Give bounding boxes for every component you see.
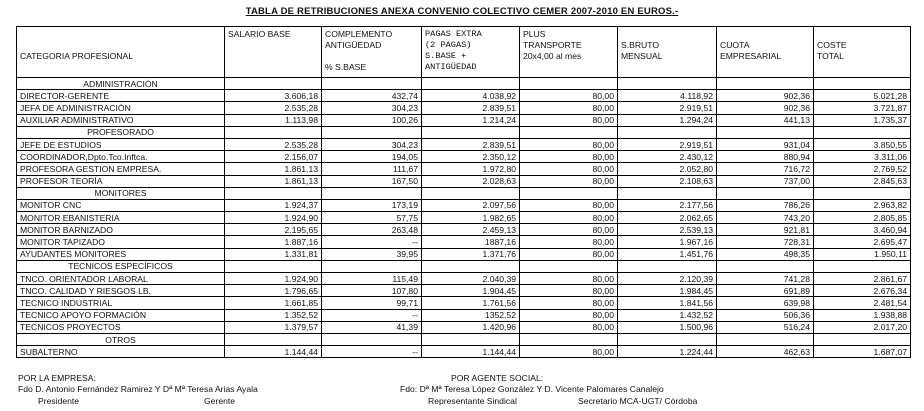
cell-sbruto: 1.984,45 <box>618 285 717 297</box>
cell-coste: 2.805,85 <box>814 212 911 224</box>
cell-coste: 2.861,67 <box>814 273 911 285</box>
cell-sbruto: 1.224,44 <box>618 346 717 358</box>
cell-salario-base: 1.331,81 <box>225 248 322 260</box>
cell-coste: 2.769,52 <box>814 163 911 175</box>
cell-cuota: 728,31 <box>717 236 814 248</box>
cell-cuota: 498,35 <box>717 248 814 260</box>
cell-cuota: 441,13 <box>717 114 814 126</box>
section-title: ADMINISTRACIÓN <box>17 78 225 90</box>
header-categoria: CATEGORIA PROFESIONAL <box>17 27 225 78</box>
empty-cell <box>520 187 618 199</box>
cell-salario-base: 1.924,37 <box>225 199 322 211</box>
empty-cell <box>422 78 520 90</box>
cell-categoria: AUXILIAR ADMINISTRATIVO <box>17 114 225 126</box>
cell-coste: 1.735,37 <box>814 114 911 126</box>
cell-salario-base: 1.352,52 <box>225 309 322 321</box>
cell-complemento: 57,75 <box>322 212 422 224</box>
cell-complemento: -- <box>322 309 422 321</box>
cell-pagas-extra: 2.459,13 <box>422 224 520 236</box>
header-sbruto: S.BRUTO MENSUAL <box>618 27 717 78</box>
cell-plus-transporte: 80,00 <box>520 90 618 102</box>
cell-cuota: 743,20 <box>717 212 814 224</box>
cell-complemento: -- <box>322 236 422 248</box>
section-header-row <box>17 78 911 90</box>
cell-cuota: 902,36 <box>717 90 814 102</box>
cell-plus-transporte: 80,00 <box>520 248 618 260</box>
cell-salario-base: 1.861,13 <box>225 163 322 175</box>
cell-sbruto: 1.451,76 <box>618 248 717 260</box>
empty-cell <box>322 260 422 272</box>
cell-sbruto: 1.294,24 <box>618 114 717 126</box>
cell-salario-base: 1.924,90 <box>225 212 322 224</box>
header-salario-base: SALARIO BASE <box>225 27 322 78</box>
cell-categoria: COORDINADOR,Dpto.Tco.Inftca. <box>17 151 225 163</box>
cell-plus-transporte: 80,00 <box>520 224 618 236</box>
cell-coste: 5.021,28 <box>814 90 911 102</box>
cell-categoria: MONITOR BARNIZADO <box>17 224 225 236</box>
table-row <box>17 175 911 187</box>
empty-cell <box>618 126 717 138</box>
cell-cuota: 741,28 <box>717 273 814 285</box>
cell-salario-base: 1.796,65 <box>225 285 322 297</box>
empty-cell <box>717 187 814 199</box>
cell-pagas-extra: 2.040,39 <box>422 273 520 285</box>
empty-cell <box>225 333 322 345</box>
cell-plus-transporte: 80,00 <box>520 236 618 248</box>
cell-plus-transporte: 80,00 <box>520 273 618 285</box>
cell-plus-transporte: 80,00 <box>520 321 618 333</box>
cell-sbruto: 1.967,16 <box>618 236 717 248</box>
cell-complemento: 263,48 <box>322 224 422 236</box>
header-complemento: COMPLEMENTO ANTIGÜEDAD % S.BASE <box>322 27 422 78</box>
empty-cell <box>322 126 422 138</box>
cell-complemento: 115,49 <box>322 273 422 285</box>
cell-plus-transporte: 80,00 <box>520 114 618 126</box>
cell-pagas-extra: 1.371,76 <box>422 248 520 260</box>
cell-cuota: 931,04 <box>717 138 814 150</box>
cell-cuota: 902,36 <box>717 102 814 114</box>
cell-sbruto: 2.062,65 <box>618 212 717 224</box>
table-body <box>17 78 911 358</box>
table-row <box>17 321 911 333</box>
empty-cell <box>322 333 422 345</box>
cell-pagas-extra: 1.761,56 <box>422 297 520 309</box>
empty-cell <box>225 260 322 272</box>
cell-coste: 1.687,07 <box>814 346 911 358</box>
cell-pagas-extra: 1.144,44 <box>422 346 520 358</box>
cell-plus-transporte: 80,00 <box>520 102 618 114</box>
header-cuota: CUOTA EMPRESARIAL <box>717 27 814 78</box>
empty-cell <box>814 78 911 90</box>
empty-cell <box>717 333 814 345</box>
cell-cuota: 639,98 <box>717 297 814 309</box>
cell-coste: 2.017,20 <box>814 321 911 333</box>
cell-coste: 2.676,34 <box>814 285 911 297</box>
empty-cell <box>520 78 618 90</box>
cell-sbruto: 1.500,96 <box>618 321 717 333</box>
cell-cuota: 462,63 <box>717 346 814 358</box>
cell-categoria: MONITOR TAPIZADO <box>17 236 225 248</box>
empty-cell <box>618 333 717 345</box>
table-row <box>17 102 911 114</box>
cell-complemento: 100,26 <box>322 114 422 126</box>
cell-categoria: AYUDANTES MONITORES <box>17 248 225 260</box>
cell-sbruto: 2.052,80 <box>618 163 717 175</box>
cell-pagas-extra: 1.982,65 <box>422 212 520 224</box>
social-names: Fdo: Dª Mª Teresa López González Y D. Vicente Palomares Canalejo <box>400 384 664 394</box>
cell-salario-base: 1.924,90 <box>225 273 322 285</box>
cell-salario-base: 3.606,18 <box>225 90 322 102</box>
cell-plus-transporte: 80,00 <box>520 309 618 321</box>
empresa-role-gerente: Gerente <box>204 396 236 406</box>
cell-sbruto: 2.120,39 <box>618 273 717 285</box>
cell-sbruto: 1.432,52 <box>618 309 717 321</box>
table-row <box>17 285 911 297</box>
empty-cell <box>717 126 814 138</box>
empty-cell <box>422 187 520 199</box>
cell-complemento: 304,23 <box>322 102 422 114</box>
cell-plus-transporte: 80,00 <box>520 175 618 187</box>
cell-categoria: DIRECTOR-GERENTE <box>17 90 225 102</box>
empty-cell <box>225 126 322 138</box>
cell-categoria: MONITOR CNC <box>17 199 225 211</box>
cell-categoria: TECNICO INDUSTRIAL <box>17 297 225 309</box>
cell-cuota: 786,26 <box>717 199 814 211</box>
cell-sbruto: 2.539,13 <box>618 224 717 236</box>
empresa-names: Fdo D. Antonio Fernández Ramirez Y Dª Mª Teresa Arias Ayala <box>18 384 258 394</box>
empty-cell <box>717 260 814 272</box>
cell-plus-transporte: 80,00 <box>520 138 618 150</box>
cell-plus-transporte: 80,00 <box>520 297 618 309</box>
section-title: PROFESORADO <box>17 126 225 138</box>
table-row <box>17 163 911 175</box>
section-title: OTROS <box>17 333 225 345</box>
cell-sbruto: 4.118,92 <box>618 90 717 102</box>
cell-pagas-extra: 1352,52 <box>422 309 520 321</box>
cell-complemento: 194,05 <box>322 151 422 163</box>
cell-complemento: 39,95 <box>322 248 422 260</box>
empty-cell <box>814 260 911 272</box>
social-role-representante: Representante Sindical <box>428 396 517 406</box>
cell-salario-base: 1.113,98 <box>225 114 322 126</box>
empty-cell <box>422 126 520 138</box>
empty-cell <box>618 187 717 199</box>
cell-pagas-extra: 1887,16 <box>422 236 520 248</box>
cell-categoria: JEFA DE ADMINISTRACIÓN <box>17 102 225 114</box>
cell-sbruto: 2.177,56 <box>618 199 717 211</box>
cell-coste: 3.850,55 <box>814 138 911 150</box>
cell-coste: 2.963,82 <box>814 199 911 211</box>
cell-complemento: 107,80 <box>322 285 422 297</box>
cell-plus-transporte: 80,00 <box>520 212 618 224</box>
empty-cell <box>520 333 618 345</box>
header-coste: COSTE TOTAL <box>814 27 911 78</box>
cell-categoria: MONITOR EBANISTERIA <box>17 212 225 224</box>
cell-categoria: PROFESOR TEORÍA <box>17 175 225 187</box>
header-row <box>17 27 911 78</box>
cell-pagas-extra: 4.038,92 <box>422 90 520 102</box>
cell-categoria: TECNICOS PROYECTOS <box>17 321 225 333</box>
cell-pagas-extra: 1.214,24 <box>422 114 520 126</box>
cell-plus-transporte: 80,00 <box>520 346 618 358</box>
empty-cell <box>618 78 717 90</box>
table-row <box>17 90 911 102</box>
cell-complemento: 99,71 <box>322 297 422 309</box>
cell-salario-base: 2.535,28 <box>225 102 322 114</box>
section-header-row <box>17 260 911 272</box>
table-row <box>17 248 911 260</box>
section-title: TECNICOS ESPECÍFICOS <box>17 260 225 272</box>
cell-cuota: 716,72 <box>717 163 814 175</box>
cell-categoria: TNCO. CALIDAD Y RIESGOS LB. <box>17 285 225 297</box>
cell-categoria: JEFE DE ESTUDIOS <box>17 138 225 150</box>
empty-cell <box>225 78 322 90</box>
empty-cell <box>814 187 911 199</box>
empty-cell <box>322 78 422 90</box>
empresa-label: POR LA EMPRESA: <box>18 373 96 383</box>
cell-coste: 2.481,54 <box>814 297 911 309</box>
cell-salario-base: 1.144,44 <box>225 346 322 358</box>
cell-coste: 3.311,06 <box>814 151 911 163</box>
cell-complemento: 41,39 <box>322 321 422 333</box>
table-row <box>17 273 911 285</box>
cell-pagas-extra: 2.028,63 <box>422 175 520 187</box>
table-row <box>17 212 911 224</box>
empty-cell <box>520 260 618 272</box>
section-header-row <box>17 187 911 199</box>
cell-complemento: 167,50 <box>322 175 422 187</box>
cell-coste: 3.460,94 <box>814 224 911 236</box>
section-header-row <box>17 126 911 138</box>
empresa-role-presidente: Presidente <box>38 396 80 406</box>
table-row <box>17 199 911 211</box>
document-title: TABLA DE RETRIBUCIONES ANEXA CONVENIO COLECTIVO CEMER 2007-2010 EN EUROS.- <box>245 6 679 17</box>
cell-salario-base: 2.195,65 <box>225 224 322 236</box>
section-title: MONITORES <box>17 187 225 199</box>
cell-salario-base: 1.379,57 <box>225 321 322 333</box>
cell-pagas-extra: 2.839,51 <box>422 138 520 150</box>
empty-cell <box>422 260 520 272</box>
cell-salario-base: 2.156,07 <box>225 151 322 163</box>
cell-sbruto: 2.430,12 <box>618 151 717 163</box>
cell-coste: 3.721,87 <box>814 102 911 114</box>
cell-cuota: 737,00 <box>717 175 814 187</box>
table-row <box>17 309 911 321</box>
cell-pagas-extra: 1.420,96 <box>422 321 520 333</box>
header-pagas-extra: PAGAS EXTRA (2 PAGAS) S.BASE + ANTIGÜEDAD <box>422 27 520 78</box>
cell-coste: 1.950,11 <box>814 248 911 260</box>
table-row <box>17 224 911 236</box>
cell-plus-transporte: 80,00 <box>520 151 618 163</box>
table-row <box>17 138 911 150</box>
empty-cell <box>422 333 520 345</box>
cell-cuota: 516,24 <box>717 321 814 333</box>
empty-cell <box>717 78 814 90</box>
cell-sbruto: 1.841,56 <box>618 297 717 309</box>
cell-categoria: TECNICO APOYO FORMACIÓN <box>17 309 225 321</box>
empty-cell <box>225 187 322 199</box>
cell-sbruto: 2.108,63 <box>618 175 717 187</box>
cell-pagas-extra: 1.904,45 <box>422 285 520 297</box>
table-row <box>17 297 911 309</box>
cell-categoria: TNCO. ORIENTADOR LABORAL <box>17 273 225 285</box>
cell-salario-base: 1.861,13 <box>225 175 322 187</box>
table-row <box>17 236 911 248</box>
cell-complemento: 304,23 <box>322 138 422 150</box>
cell-pagas-extra: 2.350,12 <box>422 151 520 163</box>
social-role-secretario: Secretario MCA-UGT/ Córdoba <box>578 396 698 406</box>
cell-salario-base: 2.535,28 <box>225 138 322 150</box>
empty-cell <box>814 333 911 345</box>
cell-coste: 1.938,88 <box>814 309 911 321</box>
cell-complemento: 111,67 <box>322 163 422 175</box>
cell-coste: 2.695,47 <box>814 236 911 248</box>
cell-cuota: 880,94 <box>717 151 814 163</box>
cell-cuota: 691,89 <box>717 285 814 297</box>
cell-cuota: 506,36 <box>717 309 814 321</box>
cell-sbruto: 2.919,51 <box>618 102 717 114</box>
cell-pagas-extra: 2.097,56 <box>422 199 520 211</box>
header-plus-transporte: PLUS TRANSPORTE 20x4,00 al mes <box>520 27 618 78</box>
cell-categoria: SUBALTERNO <box>17 346 225 358</box>
empty-cell <box>322 187 422 199</box>
cell-coste: 2.845,63 <box>814 175 911 187</box>
cell-plus-transporte: 80,00 <box>520 285 618 297</box>
cell-salario-base: 1.887,16 <box>225 236 322 248</box>
table-row <box>17 346 911 358</box>
table-row <box>17 151 911 163</box>
cell-complemento: 173,19 <box>322 199 422 211</box>
cell-cuota: 921,81 <box>717 224 814 236</box>
cell-plus-transporte: 80,00 <box>520 163 618 175</box>
cell-complemento: -- <box>322 346 422 358</box>
cell-categoria: PROFESORA GESTION EMPRESA. <box>17 163 225 175</box>
social-label: POR AGENTE SOCIAL: <box>451 373 544 383</box>
table-row <box>17 114 911 126</box>
cell-plus-transporte: 80,00 <box>520 199 618 211</box>
empty-cell <box>618 260 717 272</box>
section-header-row <box>17 333 911 345</box>
empty-cell <box>520 126 618 138</box>
cell-sbruto: 2.919,51 <box>618 138 717 150</box>
cell-pagas-extra: 1.972,80 <box>422 163 520 175</box>
cell-salario-base: 1.661,85 <box>225 297 322 309</box>
cell-complemento: 432,74 <box>322 90 422 102</box>
empty-cell <box>814 126 911 138</box>
salary-table <box>16 26 911 358</box>
cell-pagas-extra: 2.839,51 <box>422 102 520 114</box>
